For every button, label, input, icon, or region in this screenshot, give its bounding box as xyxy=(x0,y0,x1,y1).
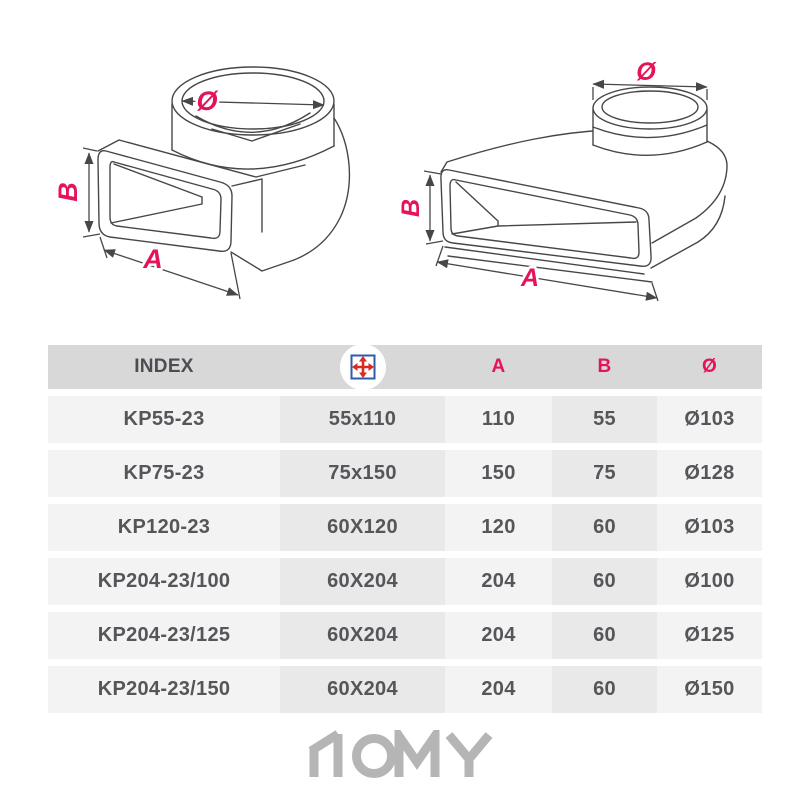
cell-a: 150 xyxy=(445,450,552,497)
height-label: B xyxy=(397,198,425,218)
cell-a: 110 xyxy=(445,396,552,443)
letter-o xyxy=(357,739,392,774)
diameter-label: Ø xyxy=(196,86,218,116)
dimension-diameter xyxy=(182,86,324,116)
column-header-b: B xyxy=(552,345,657,389)
bottom-bands xyxy=(445,247,652,282)
collar-bore-arc xyxy=(196,113,310,141)
elbow-body-outline xyxy=(231,118,349,271)
cell-b: 60 xyxy=(552,612,657,659)
letter-y xyxy=(449,735,489,777)
cell-a: 204 xyxy=(445,666,552,713)
letter-m xyxy=(399,736,435,777)
body-right-tail xyxy=(651,196,725,268)
diagram-elbow-horizontal xyxy=(397,58,727,301)
height-label: B xyxy=(53,182,83,202)
cell-b: 60 xyxy=(552,558,657,605)
column-header-dimensions xyxy=(280,345,445,389)
cell-index: KP75-23 xyxy=(48,450,280,497)
column-header-a: A xyxy=(445,345,552,389)
cell-index: KP204-23/150 xyxy=(48,666,280,713)
cell-diameter: Ø150 xyxy=(657,666,762,713)
technical-drawings xyxy=(0,0,800,340)
cell-dimensions: 75x150 xyxy=(280,450,445,497)
cell-dimensions: 55x110 xyxy=(280,396,445,443)
spec-table xyxy=(48,345,762,713)
duct-interior-lines xyxy=(452,182,636,234)
width-label: A xyxy=(520,264,540,292)
cell-index: KP55-23 xyxy=(48,396,280,443)
column-header-index: INDEX xyxy=(48,345,280,389)
dimension-cross-icon xyxy=(340,344,386,390)
cell-a: 120 xyxy=(445,504,552,551)
cell-dimensions: 60X120 xyxy=(280,504,445,551)
cell-diameter: Ø125 xyxy=(657,612,762,659)
brand-wordmark-homy xyxy=(307,730,497,782)
column-header-diameter: Ø xyxy=(657,345,762,389)
cell-diameter: Ø103 xyxy=(657,504,762,551)
cell-index: KP204-23/100 xyxy=(48,558,280,605)
dimension-height xyxy=(397,171,443,244)
cell-b: 55 xyxy=(552,396,657,443)
collar-base-arc xyxy=(172,146,334,169)
rect-opening-inner xyxy=(110,162,221,239)
brand-logo xyxy=(307,730,497,787)
cell-dimensions: 60X204 xyxy=(280,666,445,713)
diagram-elbow-vertical xyxy=(53,67,349,299)
dimension-width xyxy=(100,237,240,299)
width-label: A xyxy=(143,244,163,274)
cell-index: KP204-23/125 xyxy=(48,612,280,659)
cell-diameter: Ø103 xyxy=(657,396,762,443)
cell-diameter: Ø128 xyxy=(657,450,762,497)
cell-a: 204 xyxy=(445,558,552,605)
letter-h-stylized xyxy=(311,734,338,777)
cell-index: KP120-23 xyxy=(48,504,280,551)
diameter-label: Ø xyxy=(636,58,656,86)
cell-dimensions: 60X204 xyxy=(280,558,445,605)
rect-opening-outer xyxy=(441,170,651,267)
cell-diameter: Ø100 xyxy=(657,558,762,605)
dimension-height xyxy=(53,148,100,237)
cell-a: 204 xyxy=(445,612,552,659)
cell-b: 60 xyxy=(552,504,657,551)
cell-b: 75 xyxy=(552,450,657,497)
cell-dimensions: 60X204 xyxy=(280,612,445,659)
cell-b: 60 xyxy=(552,666,657,713)
